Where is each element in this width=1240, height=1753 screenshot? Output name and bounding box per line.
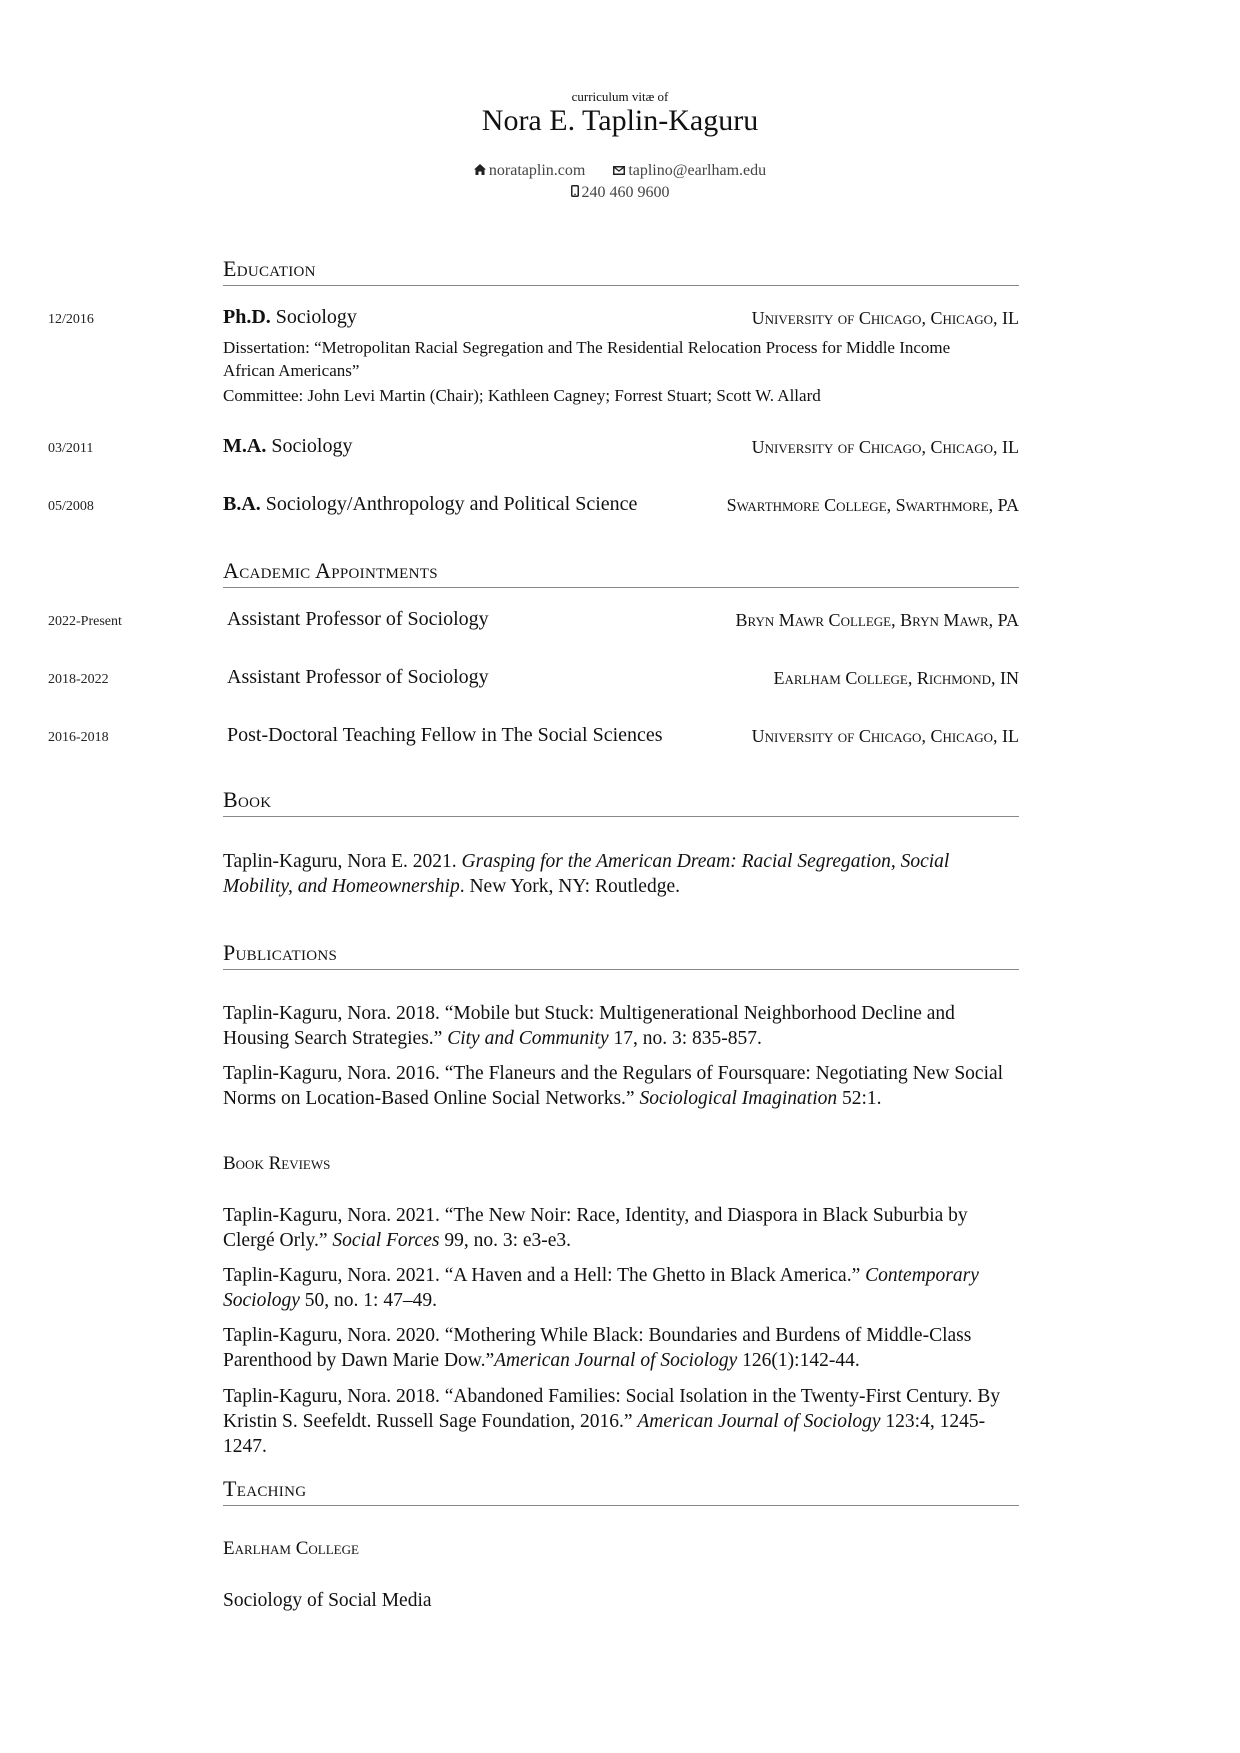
website-text: norataplin.com bbox=[488, 162, 586, 179]
citation-italic: Social Forces bbox=[332, 1230, 440, 1251]
citation-post: 126(1):142-44. bbox=[737, 1350, 860, 1371]
phone-icon bbox=[571, 182, 579, 204]
citation-post: 50, no. 1: 47–49. bbox=[299, 1290, 437, 1311]
cv-label: curriculum vitæ of bbox=[571, 89, 669, 104]
phone-link[interactable] bbox=[571, 184, 670, 201]
review-citation bbox=[223, 1263, 1023, 1313]
appointment-institution: Earlham College, Richmond, IN bbox=[773, 668, 1019, 688]
ma-degree-abbrev: M.A. bbox=[223, 435, 267, 457]
email-link[interactable] bbox=[613, 162, 766, 179]
contact-row-2 bbox=[0, 182, 1240, 204]
ba-degree bbox=[223, 493, 637, 516]
book-reviews-heading: Book Reviews bbox=[223, 1153, 331, 1174]
phd-dissertation-line2: African Americans” bbox=[223, 361, 360, 380]
citation-pre: Taplin-Kaguru, Nora. 2018. “Mobile but Stuck: Multigenerational Neighborhood Decline and Housing Search Strategies.” bbox=[223, 1003, 955, 1049]
appointment-position: Assistant Professor of Sociology bbox=[227, 608, 489, 630]
appointments-heading: Academic Appointments bbox=[223, 557, 1019, 588]
citation-pre: Taplin-Kaguru, Nora E. 2021. bbox=[223, 851, 462, 872]
ba-date: 05/2008 bbox=[48, 499, 94, 514]
email-text: taplino@earlham.edu bbox=[628, 162, 767, 179]
review-citation bbox=[223, 1323, 1023, 1373]
citation-post: 17, no. 3: 835-857. bbox=[608, 1028, 762, 1049]
citation-italic: Sociological Imagination bbox=[639, 1088, 838, 1109]
contact-row-1 bbox=[0, 160, 1240, 182]
citation-pre: Taplin-Kaguru, Nora. 2021. “The New Noir: Race, Identity, and Diaspora in Black Suburbia by Clergé Orly.” bbox=[223, 1205, 968, 1251]
citation-pre: Taplin-Kaguru, Nora. 2020. “Mothering While Black: Boundaries and Burdens of Middle-Class Parenthood by Dawn Marie Dow.” bbox=[223, 1325, 972, 1371]
website-link[interactable] bbox=[474, 162, 589, 179]
citation-italic: American Journal of Sociology bbox=[637, 1411, 881, 1432]
citation-italic: Contemporary Sociology bbox=[223, 1265, 979, 1311]
review-citation bbox=[223, 1384, 1023, 1459]
appointment-date: 2016-2018 bbox=[48, 730, 109, 745]
appointment-date: 2018-2022 bbox=[48, 672, 109, 687]
publication-citation bbox=[223, 1061, 1023, 1111]
teaching-course: Sociology of Social Media bbox=[223, 1590, 432, 1611]
citation-italic: American Journal of Sociology bbox=[494, 1350, 738, 1371]
phone-text: 240 460 9600 bbox=[581, 184, 670, 201]
ma-degree bbox=[223, 435, 352, 458]
publications-heading: Publications bbox=[223, 939, 1019, 970]
citation-pre: Taplin-Kaguru, Nora. 2018. “Abandoned Families: Social Isolation in the Twenty-First Century. By Kristin S. Seefeldt. Russell Sage Foundation, 2016.” bbox=[223, 1386, 1001, 1432]
publication-citation bbox=[223, 1001, 1023, 1051]
appointment-institution: Bryn Mawr College, Bryn Mawr, PA bbox=[735, 610, 1019, 630]
appointment-institution: University of Chicago, Chicago, IL bbox=[751, 726, 1019, 746]
book-citation bbox=[223, 849, 1023, 899]
review-citation bbox=[223, 1203, 1023, 1253]
appointment-position: Post-Doctoral Teaching Fellow in The Social Sciences bbox=[227, 724, 663, 746]
citation-pre: Taplin-Kaguru, Nora. 2021. “A Haven and a Hell: The Ghetto in Black America.” bbox=[223, 1265, 866, 1286]
phd-institution: University of Chicago, Chicago, IL bbox=[751, 308, 1019, 328]
citation-post: . New York, NY: Routledge. bbox=[459, 876, 680, 897]
teaching-institution: Earlham College bbox=[223, 1538, 359, 1559]
citation-post: 123:4, 1245-1247. bbox=[223, 1411, 986, 1457]
phd-date: 12/2016 bbox=[48, 312, 94, 327]
ma-field: Sociology bbox=[271, 435, 353, 457]
education-heading: Education bbox=[223, 255, 1019, 286]
citation-post: 52:1. bbox=[837, 1088, 882, 1109]
ba-field: Sociology/Anthropology and Political Science bbox=[265, 493, 638, 515]
phd-degree bbox=[223, 306, 357, 329]
ma-institution: University of Chicago, Chicago, IL bbox=[751, 437, 1019, 457]
person-name: Nora E. Taplin-Kaguru bbox=[481, 104, 759, 137]
ba-degree-abbrev: B.A. bbox=[223, 493, 261, 515]
citation-italic: City and Community bbox=[447, 1028, 609, 1049]
home-icon bbox=[474, 160, 486, 182]
mail-icon bbox=[613, 160, 625, 182]
phd-committee: Committee: John Levi Martin (Chair); Kathleen Cagney; Forrest Stuart; Scott W. Allard bbox=[223, 386, 821, 405]
ma-date: 03/2011 bbox=[48, 441, 94, 456]
book-heading: Book bbox=[223, 786, 1019, 817]
appointment-date: 2022-Present bbox=[48, 614, 122, 629]
ba-institution: Swarthmore College, Swarthmore, PA bbox=[726, 495, 1019, 515]
cv-header bbox=[0, 90, 1240, 204]
citation-pre: Taplin-Kaguru, Nora. 2016. “The Flaneurs and the Regulars of Foursquare: Negotiating New Social Norms on Location-Based Online Social Networks.” bbox=[223, 1063, 1004, 1109]
phd-degree-abbrev: Ph.D. bbox=[223, 306, 271, 328]
teaching-heading: Teaching bbox=[223, 1475, 1019, 1506]
appointment-position: Assistant Professor of Sociology bbox=[227, 666, 489, 688]
citation-italic: Grasping for the American Dream: Racial Segregation, Social Mobility, and Homeownership bbox=[223, 851, 950, 897]
phd-field: Sociology bbox=[275, 306, 357, 328]
phd-dissertation-line1: Dissertation: “Metropolitan Racial Segregation and The Residential Relocation Process for Middle Income bbox=[223, 338, 951, 357]
citation-post: 99, no. 3: e3-e3. bbox=[439, 1230, 572, 1251]
